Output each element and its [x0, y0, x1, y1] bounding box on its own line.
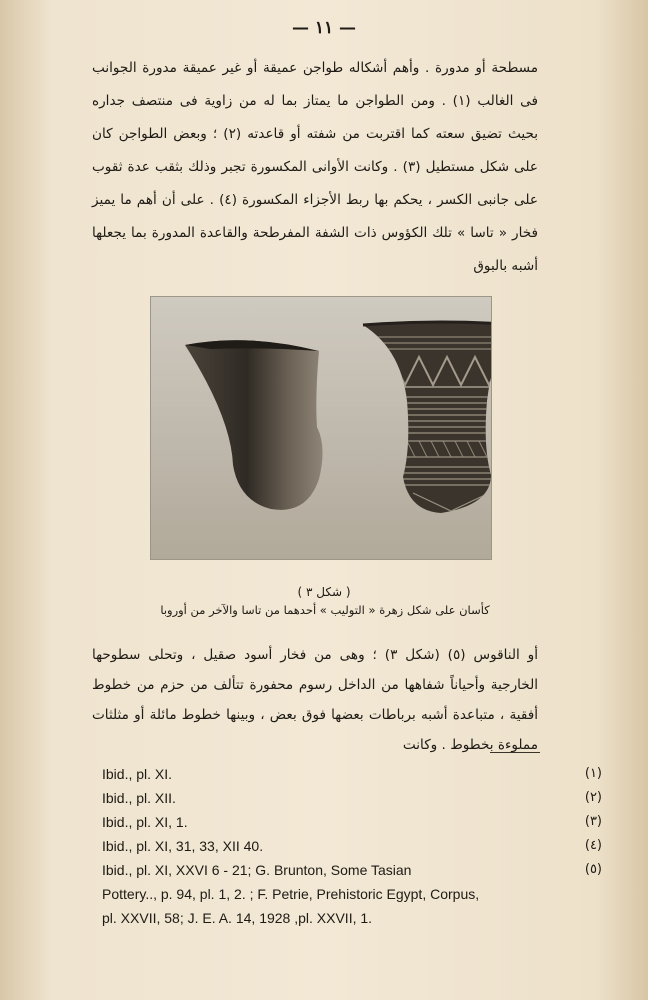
footnote-continuation-line: Pottery.., p. 94, pl. 1, 2. ; F. Petrie, Prehistoric Egypt, Corpus, — [102, 886, 480, 902]
footnote-text: Ibid., pl. XI, XXVI 6 - 21; G. Brunton, Some Tasian — [102, 862, 412, 878]
two-tulip-beakers-image — [151, 297, 491, 559]
footnote-number: (٣) — [584, 814, 602, 829]
footnote-continuation-line: pl. XXVII, 58; J. E. A. 14, 1928 ,pl. XXVII, 1. — [102, 910, 373, 926]
footnote-item — [102, 786, 602, 810]
footnote-text: Ibid., pl. XII. — [102, 790, 176, 806]
footnote-text: Ibid., pl. XI, 1. — [102, 814, 188, 830]
figure-label: ( شكل ٣ ) — [297, 585, 351, 599]
footnote-text: Ibid., pl. XI, 31, 33, XII 40. — [102, 838, 264, 854]
footnotes-list — [102, 762, 602, 882]
footnote-item — [102, 834, 602, 858]
footnote-item — [102, 858, 602, 882]
footnote-number: (٥) — [584, 862, 602, 877]
footnote-item — [102, 762, 602, 786]
figure-photo — [150, 296, 492, 560]
footnote-separator — [490, 752, 540, 753]
footnote-item — [102, 810, 602, 834]
footnote-number: (٢) — [584, 790, 602, 805]
figure-caption: كأسان على شكل زهرة « التوليب » أحدهما من تاسا والآخر من أوروبا — [160, 603, 490, 617]
footnote-number: (٤) — [584, 838, 602, 853]
body-paragraph-1: مسطحة أو مدورة . وأهم أشكاله طواجن عميقة أو غير عميقة مدورة الجوانب فى الغالب (١) . ومن الطواجن ما يمتاز بما له من زاوية فى منتصف جداره بحيث تضيق سعته كما اقتربت من شفته أو قاعدته (٢) ؛ وبعض الطواجن كان على شكل مستطيل (٣) . وكانت الأوانى المكسورة تجبر وذلك بثقب عدة ثقوب على جانبى الكسر ، يحكم بها ربط الأجزاء المكسورة (٤) . على أن أهم ما يميز فخار « تاسا » تلك الكؤوس ذات الشفة المفرطحة والقاعدة المدورة بما يجعلها أشبه بالبوق — [92, 60, 538, 274]
footnote-text: Ibid., pl. XI. — [102, 766, 173, 782]
left-beaker-shape — [185, 340, 323, 510]
body-paragraph-2: أو الناقوس (٥) (شكل ٣) ؛ وهى من فخار أسود صقيل ، وتحلى سطوحها الخارجية وأحياناً شفاهها من الداخل رسوم محفورة تتألف من حزم من خطوط أفقية ، متباعدة أشبه برباطات بعضها فوق بعض ، وبينها خطوط مائلة أو مثلثات مملوءة بخطوط . وكانت — [92, 647, 538, 753]
page-number: — ١١ — — [291, 18, 357, 38]
footnote-number: (١) — [584, 766, 602, 781]
